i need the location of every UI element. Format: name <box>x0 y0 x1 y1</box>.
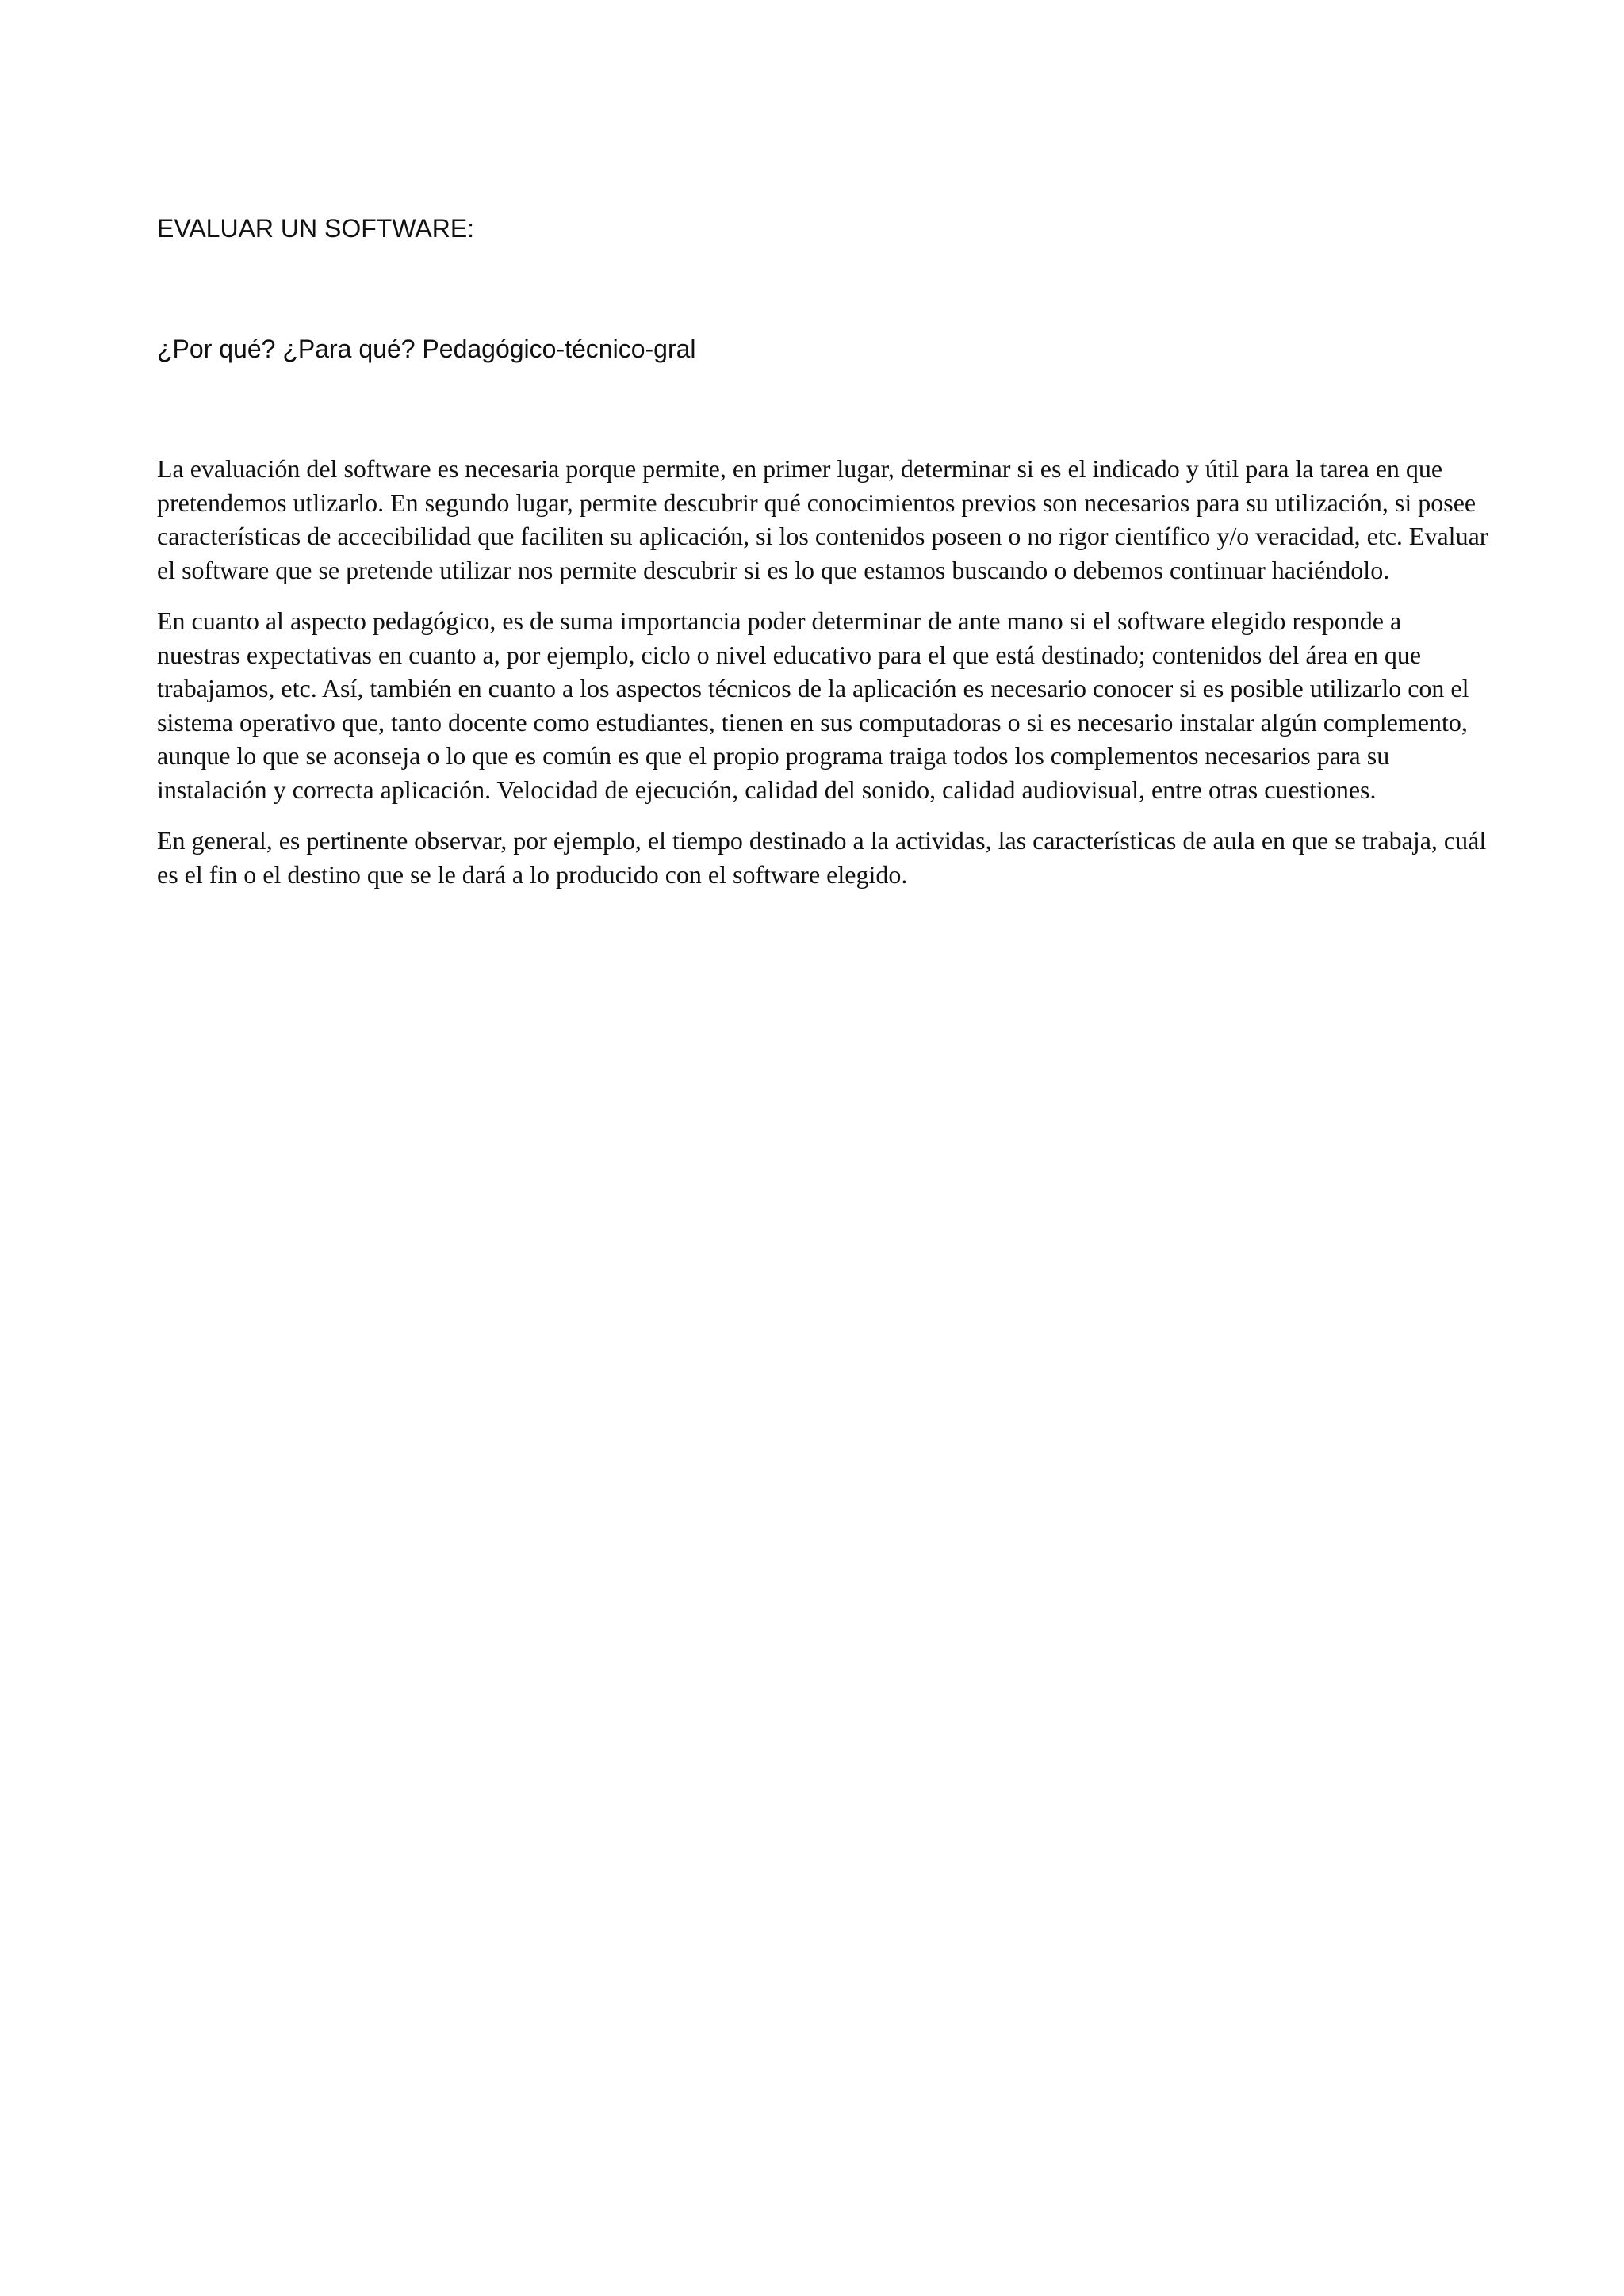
paragraph-1: La evaluación del software es necesaria porque permite, en primer lugar, determinar si es el indicado y útil para la tarea en que pretendemos utlizarlo. En segundo lugar, permite descubrir qué conocimientos previos son necesarios para su utilización, si posee características de accecibilidad que faciliten su aplicación, si los contenidos poseen o no rigor científico y/o veracidad, etc. Evaluar el software que se pretende utilizar nos permite descubrir si es lo que estamos buscando o debemos continuar haciéndolo. <box>157 454 1488 584</box>
document-subtitle: ¿Por qué? ¿Para qué? Pedagógico-técnico-gral <box>157 335 696 363</box>
document-title: EVALUAR UN SOFTWARE: <box>157 214 475 243</box>
paragraph-2: En cuanto al aspecto pedagógico, es de suma importancia poder determinar de ante mano si el software elegido responde a nuestras expectativas en cuanto a, por ejemplo, ciclo o nivel educativo para el que está destinado; contenidos del área en que trabajamos, etc. Así, también en cuanto a los aspectos técnicos de la aplicación es necesario conocer si es posible utilizarlo con el sistema operativo que, tanto docente como estudiantes, tienen en sus computadoras o si es necesario instalar algún complemento, aunque lo que se aconseja o lo que es común es que el propio programa traiga todos los complementos necesarios para su instalación y correcta aplicación. Velocidad de ejecución, calidad del sonido, calidad audiovisual, entre otras cuestiones. <box>157 607 1469 804</box>
document-body <box>157 452 1489 909</box>
paragraph-3: En general, es pertinente observar, por ejemplo, el tiempo destinado a la actividas, las características de aula en que se trabaja, cuál es el fin o el destino que se le dará a lo producido con el software elegido. <box>157 826 1487 889</box>
